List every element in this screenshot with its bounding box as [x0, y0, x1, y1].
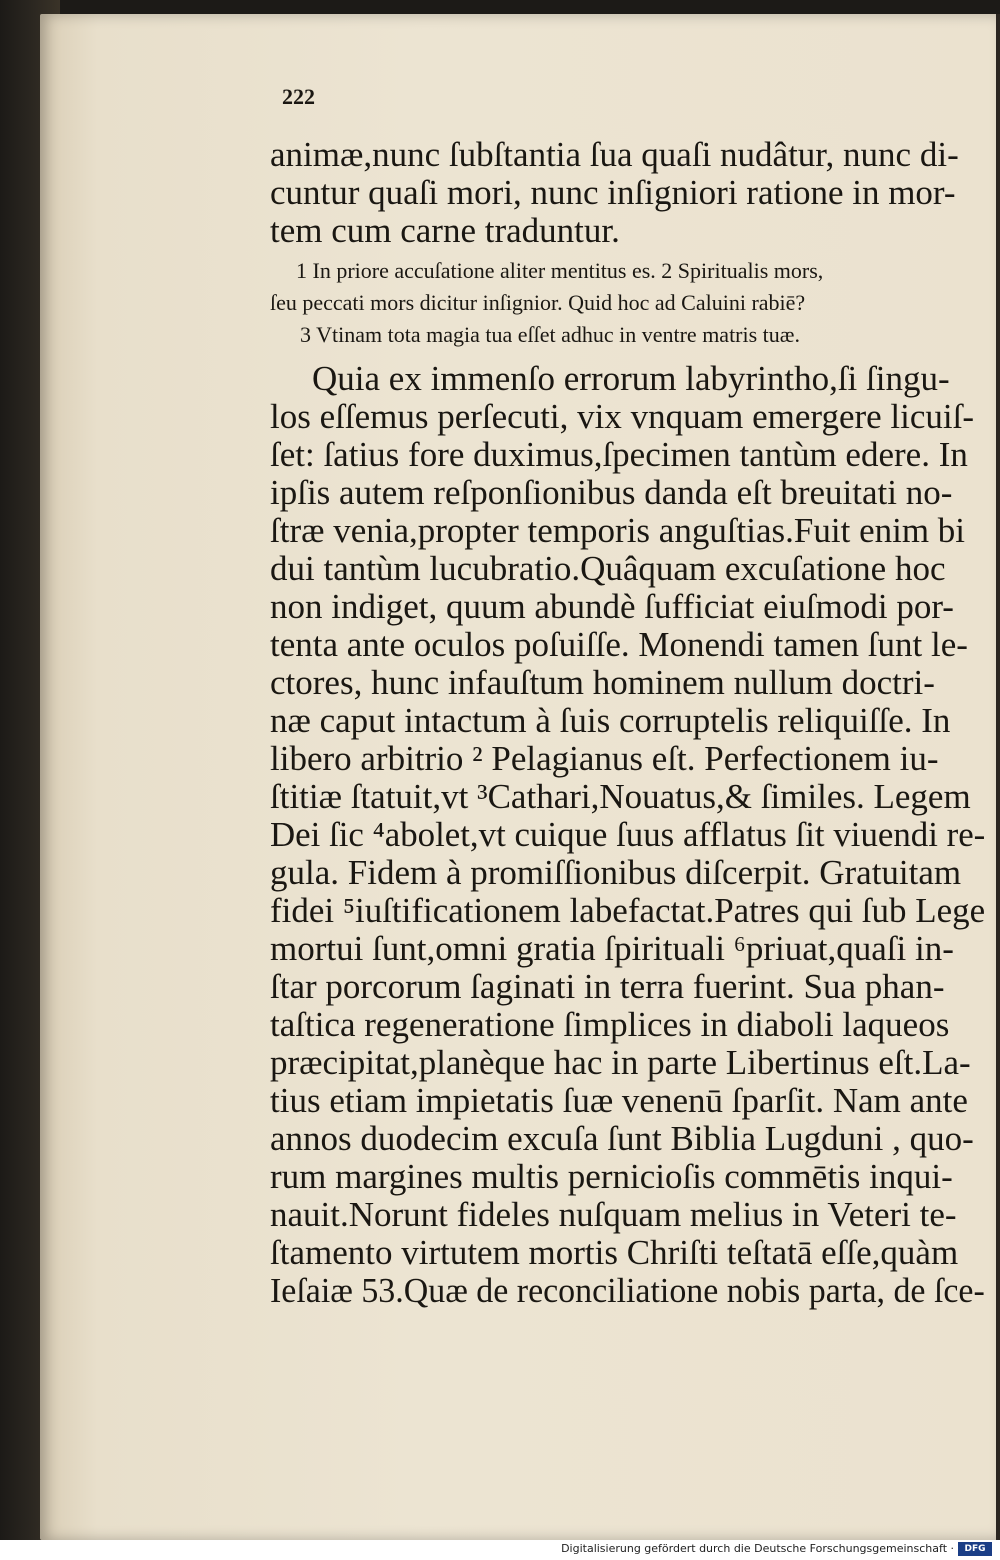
- text-line: præcipitat,planèque hac in parte Libertinus eſt.La-: [270, 1043, 971, 1082]
- page-number: 222: [282, 84, 315, 109]
- footer-credit: Digitalisierung gefördert durch die Deutsche Forschungsgemeinschaft ·: [561, 1542, 954, 1555]
- text-line: dui tantùm lucubratio.Quâquam excuſatione hoc: [270, 549, 946, 588]
- text-line: libero arbitrio ² Pelagianus eſt. Perfectionem iu-: [270, 739, 939, 778]
- text-line: animæ,nunc ſubſtantia ſua quaſi nudâtur, nunc di-: [270, 135, 959, 174]
- text-line: tem cum carne traduntur.: [270, 211, 620, 250]
- text-line: ſtamento virtutem mortis Chriſti teſtatā eſſe,quàm: [270, 1233, 959, 1272]
- text-line: nauit.Norunt fideles nuſquam melius in Veteri te-: [270, 1195, 957, 1234]
- text-line: ctores, hunc infauſtum hominem nullum doctri-: [270, 663, 935, 702]
- text-line: gula. Fidem à promiſſionibus diſcerpit. Gratuitam: [270, 853, 962, 892]
- text-line: tius etiam impietatis ſuæ venenū ſparſit. Nam ante: [270, 1081, 968, 1120]
- text-line: ſtar porcorum ſaginati in terra fuerint. Sua phan-: [270, 967, 945, 1006]
- text-line: ſet: ſatius fore duximus,ſpecimen tantùm edere. In: [270, 435, 968, 474]
- text-line: cuntur quaſi mori, nunc inſigniori ratione in mor-: [270, 173, 956, 212]
- text-line: los eſſemus perſecuti, vix vnquam emergere licuiſ-: [270, 397, 974, 436]
- text-line: tenta ante oculos poſuiſſe. Monendi tamen ſunt le-: [270, 625, 968, 664]
- text-line: Quia ex immenſo errorum labyrintho,ſi ſingu-: [312, 359, 950, 398]
- text-line: annos duodecim excuſa ſunt Biblia Lugduni , quo-: [270, 1119, 974, 1158]
- text-line: ſtræ venia,propter temporis anguſtias.Fuit enim bi: [270, 511, 966, 550]
- marginal-note: 1 In priore accuſatione aliter mentitus es. 2 Spiritualis mors,: [296, 258, 824, 283]
- text-line: næ caput intactum à ſuis corruptelis reliquiſſe. In: [270, 701, 951, 740]
- text-line: ipſis autem reſponſionibus danda eſt breuitati no-: [270, 473, 953, 512]
- text-line: mortui ſunt,omni gratia ſpirituali ⁶priuat,quaſi in-: [270, 929, 954, 968]
- text-line: fidei ⁵iuſtificationem labefactat.Patres qui ſub Lege: [270, 891, 986, 930]
- text-line: non indiget, quum abundè ſufficiat eiuſmodi por-: [270, 587, 954, 626]
- dfg-logo-icon: DFG: [958, 1542, 992, 1556]
- text-line: taſtica regeneratione ſimplices in diaboli laqueos: [270, 1005, 950, 1044]
- text-line: Dei ſic ⁴abolet,vt cuique ſuus afflatus ſit viuendi re-: [270, 815, 986, 854]
- text-line: ſtitiæ ſtatuit,vt ³Cathari,Nouatus,& ſimiles. Legem: [270, 777, 971, 816]
- marginal-note: ſeu peccati mors dicitur inſignior. Quid hoc ad Caluini rabiē?: [270, 290, 806, 315]
- text-line: rum margines multis pernicioſis commētis inqui-: [270, 1157, 953, 1196]
- page-border: [996, 14, 1000, 1540]
- text-line: Ieſaiæ 53.Quæ de reconciliatione nobis parta, de ſce-: [270, 1271, 985, 1310]
- marginal-note: 3 Vtinam tota magia tua eſſet adhuc in ventre matris tuæ.: [300, 322, 800, 347]
